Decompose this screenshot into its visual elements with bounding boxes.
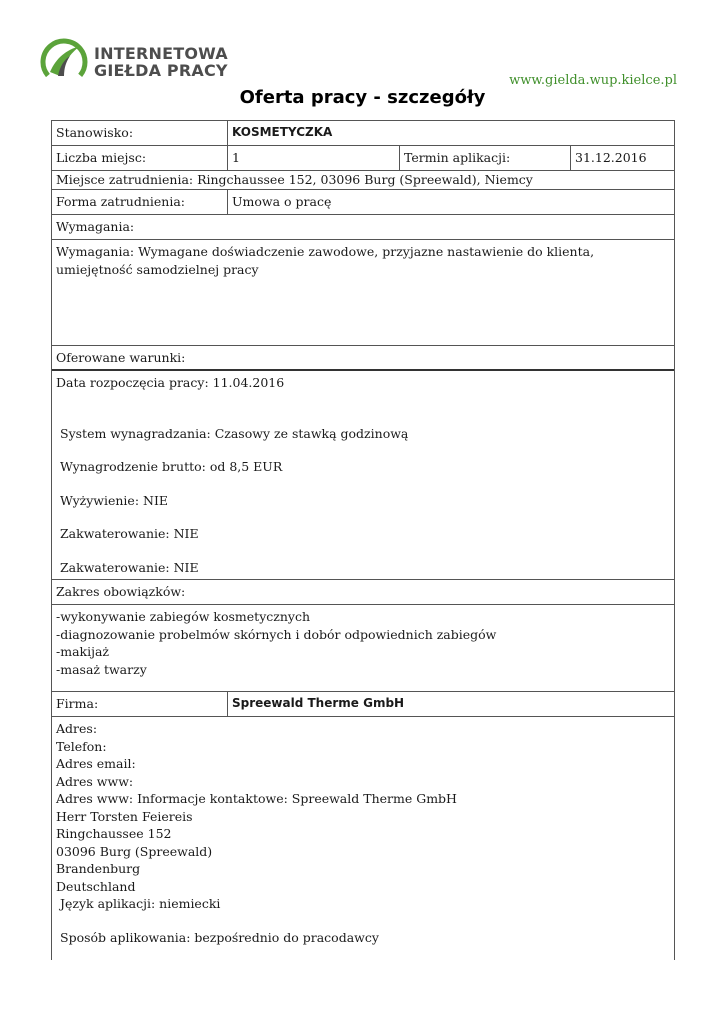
adres-line: Herr Torsten Feiereis [56, 808, 193, 824]
row-stanowisko [52, 121, 674, 146]
zakres-item: -diagnozowanie probelmów skórnych i dobór odpowiednich zabiegów [56, 626, 497, 642]
adres-line: 03096 Burg (Spreewald) [56, 843, 213, 859]
logo-line-1: INTERNETOWA [94, 44, 228, 63]
site-url[interactable]: www.gielda.wup.kielce.pl [509, 73, 677, 88]
row-zakres [52, 605, 674, 692]
logo [40, 38, 228, 86]
row-liczba-termin [52, 146, 674, 171]
row-oferowane-header [52, 346, 674, 371]
row-forma [52, 190, 674, 215]
stanowisko-value: KOSMETYCZKA [227, 121, 674, 145]
zakres-header: Zakres obowiązków: [56, 584, 186, 599]
firma-label: Firma: [56, 696, 99, 711]
row-wymagania [52, 240, 674, 346]
oferowane-header: Oferowane warunki: [56, 350, 186, 365]
wymagania-text: Wymagania: Wymagane doświadczenie zawodowe, przyjazne nastawienie do klienta, umiejętność samodzielnej pracy [56, 244, 595, 277]
firma-value: Spreewald Therme GmbH [227, 692, 674, 716]
stanowisko-label: Stanowisko: [56, 125, 134, 140]
zakres-item: -masaż twarzy [56, 661, 147, 677]
row-zakres-header [52, 580, 674, 605]
adres-line: Telefon: [56, 738, 107, 754]
zakres-item: -makijaż [56, 644, 110, 659]
adres-line: Adres www: [56, 773, 134, 789]
oferowane-wyzywienie: Wyżywienie: NIE [60, 492, 169, 508]
liczba-value: 1 [227, 146, 399, 170]
oferowane-zakwaterowanie-1: Zakwaterowanie: NIE [60, 526, 199, 541]
oferowane-zakwaterowanie-2: Zakwaterowanie: NIE [60, 559, 199, 575]
sposob-aplikowania: Sposób aplikowania: bezpośrednio do pracodawcy [60, 929, 379, 945]
zakres-item: -wykonywanie zabiegów kosmetycznych [56, 609, 311, 624]
row-firma [52, 692, 674, 717]
liczba-label: Liczba miejsc: [56, 150, 147, 165]
row-oferowane [52, 371, 674, 580]
miejsce-zatrudnienia: Miejsce zatrudnienia: Ringchaussee 152, 03096 Burg (Spreewald), Niemcy [56, 172, 533, 187]
row-miejsce [52, 171, 674, 190]
adres-line: Adres: [56, 721, 98, 736]
page-title: Oferta pracy - szczegóły [239, 87, 486, 108]
logo-mark-icon [40, 38, 88, 86]
termin-label: Termin aplikacji: [399, 146, 570, 170]
wymagania-header: Wymagania: [56, 219, 135, 234]
adres-line: Deutschland [56, 878, 136, 894]
forma-value: Umowa o pracę [227, 190, 674, 214]
adres-line: Brandenburg [56, 861, 141, 876]
oferowane-brutto: Wynagrodzenie brutto: od 8,5 EUR [60, 459, 283, 474]
oferowane-start: Data rozpoczęcia pracy: 11.04.2016 [56, 375, 285, 390]
offer-table [51, 120, 675, 960]
logo-line-2: GIEŁDA PRACY [94, 61, 228, 80]
adres-line: Ringchaussee 152 [56, 826, 172, 841]
adres-line: Adres email: [56, 756, 136, 771]
forma-label: Forma zatrudnienia: [56, 194, 186, 209]
termin-value: 31.12.2016 [570, 146, 674, 170]
adres-line: Adres www: Informacje kontaktowe: Spreewald Therme GmbH [56, 791, 457, 806]
oferowane-system: System wynagradzania: Czasowy ze stawką godzinową [60, 425, 409, 441]
row-wymagania-header [52, 215, 674, 240]
row-adres [52, 717, 674, 960]
jezyk-aplikacji: Język aplikacji: niemiecki [60, 896, 221, 911]
